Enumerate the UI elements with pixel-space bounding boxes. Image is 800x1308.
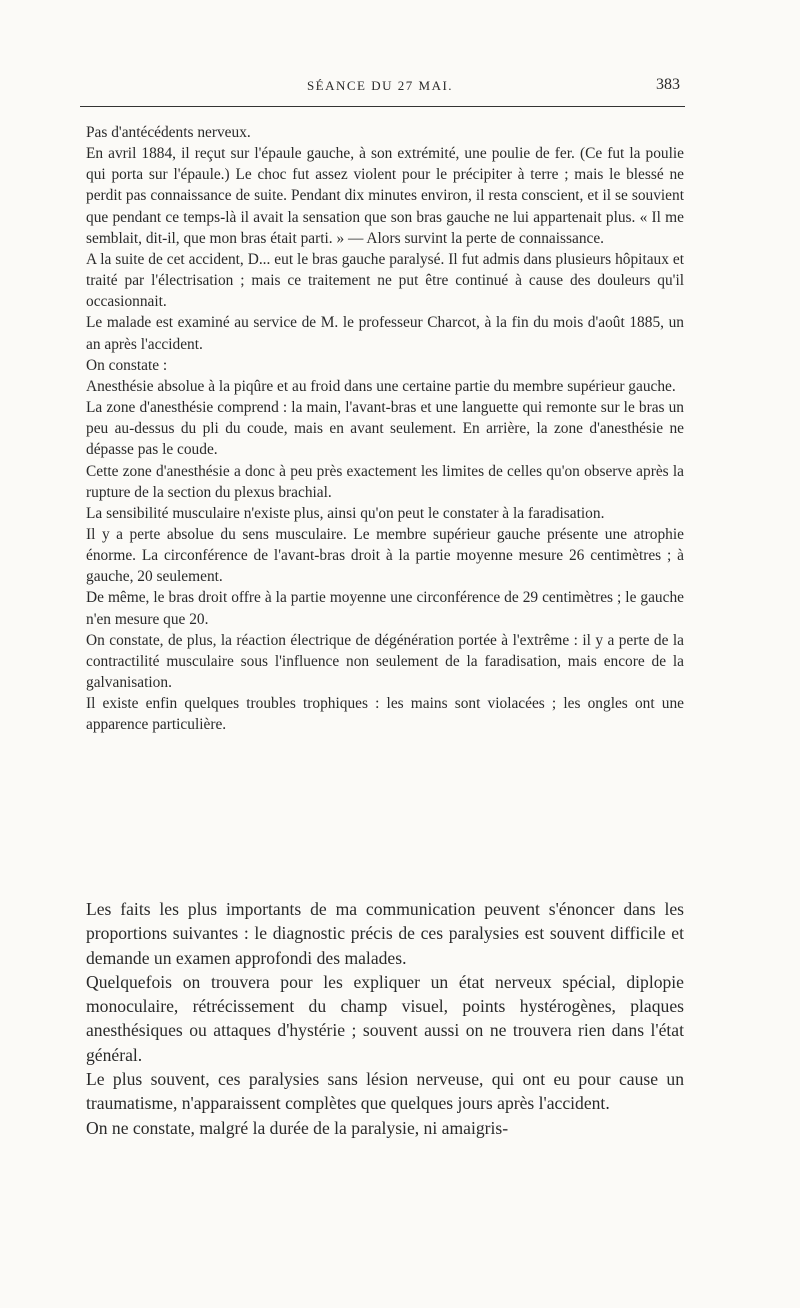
- paragraph: Le malade est examiné au service de M. le professeur Charcot, à la fin du mois d'août 1885, un an après l'accident.: [86, 314, 684, 353]
- page-header: [80, 74, 680, 100]
- paragraph: On constate, de plus, la réaction électrique de dégénération portée à l'extrême : il y a perte de la contractilité musculaire sous l'influence non seulement de la faradisation, mais encore de la galvanisation.: [86, 631, 684, 692]
- paragraph: Les faits les plus importants de ma communication peuvent s'énoncer dans les proportions suivantes : le diagnostic précis de ces paralysies est souvent difficile et demande un examen approfondi des malades.: [86, 899, 684, 968]
- paragraph: On ne constate, malgré la durée de la paralysie, ni amaigris-: [86, 1117, 509, 1138]
- paragraph: A la suite de cet accident, D... eut le bras gauche paralysé. Il fut admis dans plusieurs hôpitaux et traité par l'électrisation ; mais ce traitement ne put être continué à cause des douleurs qu'il occasionnait.: [86, 250, 684, 311]
- conclusions-text: [86, 897, 684, 1140]
- paragraph: La sensibilité musculaire n'existe plus, ainsi qu'on peut le constater à la faradisation.: [86, 504, 605, 522]
- paragraph: Pas d'antécédents nerveux.: [86, 124, 251, 141]
- paragraph: En avril 1884, il reçut sur l'épaule gauche, à son extrémité, une poulie de fer. (Ce fut la poulie qui porta sur l'épaule.) Le choc fut assez violent pour le précipiter à terre ; mais le blessé ne perdit pas connaissance de suite. Pendant dix minutes environ, il resta conscient, et il se souvient que pendant ce temps-là il avait la sensation que son bras gauche ne lui appartenait plus. « Il me semblait, dit-il, que mon bras était parti. » — Alors survint la perte de connaissance.: [86, 145, 684, 247]
- paragraph: Il y a perte absolue du sens musculaire. Le membre supérieur gauche présente une atrophie énorme. La circonférence de l'avant-bras droit à la partie moyenne mesure 26 centimètres ; à gauche, 20 seulement.: [86, 525, 684, 586]
- paragraph: Il existe enfin quelques troubles trophiques : les mains sont violacées ; les ongles ont une apparence particulière.: [86, 695, 684, 734]
- header-rule: [80, 106, 685, 107]
- paragraph: De même, le bras droit offre à la partie moyenne une circonférence de 29 centimètres ; le gauche n'en mesure que 20.: [86, 589, 684, 628]
- paragraph: La zone d'anesthésie comprend : la main, l'avant-bras et une languette qui remonte sur le bras un peu au-dessus du pli du coude, mais en avant seulement. En arrière, la zone d'anesthésie ne dépasse pas le coude.: [86, 399, 684, 459]
- paragraph: Cette zone d'anesthésie a donc à peu près exactement les limites de celles qu'on observe après la rupture de la section du plexus brachial.: [86, 462, 684, 501]
- paragraph: Le plus souvent, ces paralysies sans lésion nerveuse, qui ont eu pour cause un traumatisme, n'apparaissent complètes que quelques jours après l'accident.: [86, 1069, 684, 1114]
- paragraph: Anesthésie absolue à la piqûre et au froid dans une certaine partie du membre supérieur gauche.: [86, 377, 676, 395]
- case-report-text: [86, 122, 684, 736]
- paragraph: On constate :: [86, 356, 168, 374]
- running-title: SÉANCE DU 27 MAI.: [306, 78, 454, 93]
- page-number: 383: [656, 76, 680, 93]
- paragraph: Quelquefois on trouvera pour les expliquer un état nerveux spécial, diplopie monoculaire, rétrécissement du champ visuel, points hystérogènes, plaques anesthésiques ou attaques d'hystérie ; souvent aussi on ne trouvera rien dans l'état général.: [86, 971, 684, 1065]
